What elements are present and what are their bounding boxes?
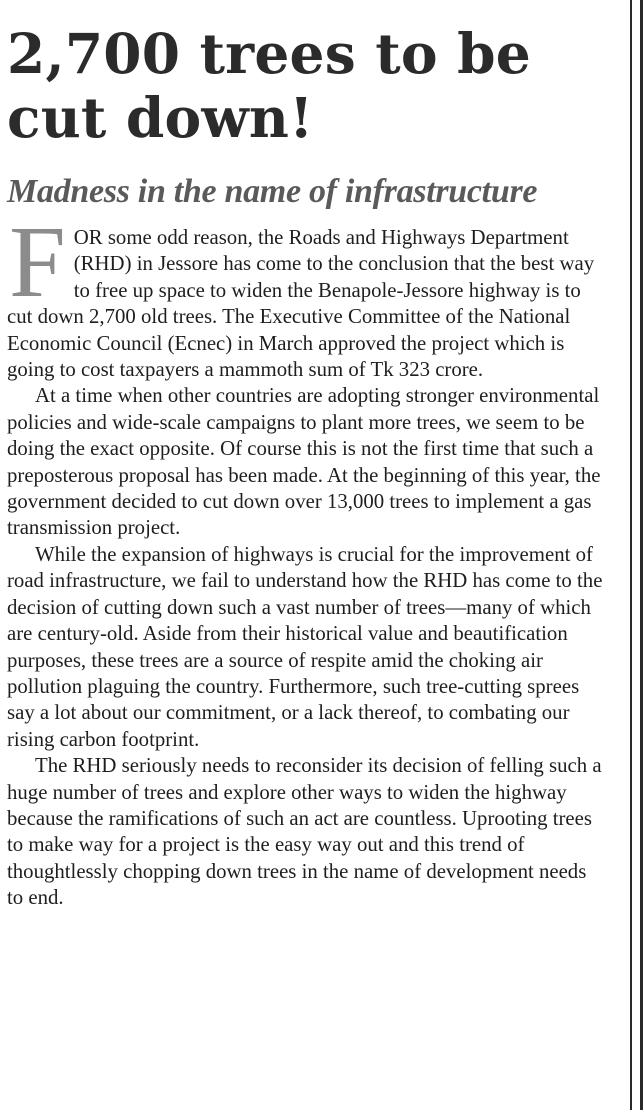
- paragraph-3: While the expansion of highways is crucial for the improvement of road infrastructure, we fail to understand how the RHD has come to the decision of cutting down such a vast number of trees—many of which are century-old. Aside from their historical value and beautification purposes, these trees are a source of respite amid the choking air pollution plaguing the country. Furthermore, such tree-cutting sprees say a lot about our commitment, or a lack thereof, to combating our rising carbon footprint.: [7, 542, 603, 751]
- paragraph-4: The RHD seriously needs to reconsider its decision of felling such a huge number of trees and explore other ways to widen the highway because the ramifications of such an act are countless. Uprooting trees to make way for a project is the easy way out and this trend of thoughtlessly chopping down trees in the name of development needs to end.: [7, 754, 602, 910]
- paragraph-1-text: OR some odd reason, the Roads and Highways Department (RHD) in Jessore has come to the conclusion that the best way to free up space to widen the Benapole-Jessore highway is to cut down 2,700 old trees. The Executive Committee of the National Economic Council (Ecnec) in March approved the project which is going to cost taxpayers a mammoth sum of Tk 323 crore.: [7, 226, 595, 382]
- drop-cap: F: [9, 206, 66, 319]
- column-divider-line: [630, 0, 632, 1110]
- subheadline: Madness in the name of infrastructure: [7, 173, 538, 210]
- paragraph-1: [7, 206, 607, 383]
- headline: 2,700 trees to be cut down!: [7, 21, 531, 150]
- article-body: [7, 206, 607, 912]
- paragraph-2: At a time when other countries are adopting stronger environmental policies and wide-scale campaigns to plant more trees, we seem to be doing the exact opposite. Of course this is not the first time that such a preposterous proposal has been made. At the beginning of this year, the government decided to cut down over 13,000 trees to implement a gas transmission project.: [7, 384, 601, 540]
